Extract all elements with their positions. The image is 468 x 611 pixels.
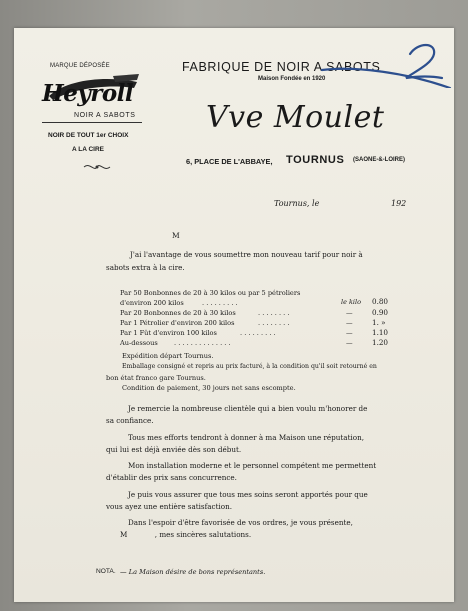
price-item-2-dots: . . . . . . . .: [258, 309, 290, 317]
price-item-1-dots: . . . . . . . . .: [202, 299, 238, 307]
brand-logo: Heyroll: [42, 80, 134, 107]
price-item-1-label: Par 50 Bonbonnes de 20 à 30 kilos ou par 5 pétroliers: [120, 289, 301, 297]
paragraph-2-line-1: Tous mes efforts tendront à donner à ma Maison une réputation,: [128, 433, 365, 442]
price-item-5-value: 1.20: [372, 338, 389, 347]
paragraph-4-line-2: vous ayez une entière satisfaction.: [106, 502, 233, 511]
quality-line-1: NOIR DE TOUT 1er CHOIX: [48, 132, 129, 139]
price-item-2-label: Par 20 Bonbonnes de 20 à 30 kilos: [120, 309, 236, 317]
price-item-3-value: 1. »: [372, 318, 386, 327]
condition-line-3: bon état franco gare Tournus.: [106, 374, 206, 382]
condition-line-4: Condition de paiement, 30 jours net sans escompte.: [122, 384, 296, 392]
paragraph-1-line-2: sa confiance.: [106, 416, 154, 425]
brand-subtitle: NOIR A SABOTS: [74, 112, 136, 119]
logo-rule: [42, 122, 142, 123]
letter-sheet: [14, 28, 454, 602]
price-item-2-value: 0.90: [372, 308, 389, 317]
proprietor-name: Vve Moulet: [206, 100, 385, 135]
condition-line-1: Expédition départ Tournus.: [122, 352, 214, 360]
paragraph-4-line-1: Je puis vous assurer que tous mes soins seront apportés pour que: [128, 490, 368, 499]
price-item-4-value: 1.10: [372, 328, 389, 337]
price-item-5-dots: . . . . . . . . . . . . . .: [174, 339, 231, 347]
paragraph-5-line-1: Dans l'espoir d'être favorisée de vos ordres, je vous présente,: [128, 518, 353, 527]
date-place: Tournus, le: [274, 199, 320, 208]
price-item-1-value: 0.80: [372, 297, 389, 306]
date-year: 192: [391, 199, 407, 208]
quality-line-2: A LA CIRE: [72, 146, 105, 153]
salutation: M: [172, 231, 180, 240]
condition-line-2: Emballage consigné et repris au prix facturé, à la condition qu'il soit retourné en: [122, 363, 377, 370]
paragraph-1-line-1: Je remercie la nombreuse clientèle qui a bien voulu m'honorer de: [128, 404, 368, 413]
price-item-2-dash: —: [346, 309, 353, 317]
intro-line-1: J'ai l'avantage de vous soumettre mon nouveau tarif pour noir à: [130, 250, 363, 259]
flourish-icon: [82, 162, 112, 172]
price-item-5-dash: —: [346, 339, 353, 347]
paragraph-5-line-2: M , mes sincères salutations.: [120, 530, 252, 539]
trademark-label: MARQUE DÉPOSÉE: [50, 63, 110, 69]
price-item-4-dots: . . . . . . . . .: [240, 329, 276, 337]
price-item-5-label: Au-dessous: [120, 339, 158, 347]
price-item-3-dash: —: [346, 319, 353, 327]
paragraph-3-line-2: d'établir des prix sans concurrence.: [106, 473, 237, 482]
intro-line-2: sabots extra à la cire.: [106, 263, 185, 272]
price-item-1-label2: d'environ 200 kilos: [120, 299, 184, 307]
nota-label: NOTA.: [96, 568, 116, 575]
company-name: FABRIQUE DE NOIR A SABOTS: [182, 60, 381, 74]
paragraph-2-line-2: qui lui est déjà enviée dès son début.: [106, 445, 242, 454]
nota-text: — La Maison désire de bons représentants.: [120, 568, 266, 576]
founded-line: Maison Fondée en 1920: [258, 76, 326, 82]
price-unit: le kilo: [341, 298, 362, 306]
pen-mark-icon: [314, 36, 454, 88]
price-item-3-label: Par 1 Pétrolier d'environ 200 kilos: [120, 319, 235, 327]
region-name: (SAONE-&-LOIRE): [353, 157, 405, 163]
city-name: TOURNUS: [286, 154, 345, 166]
paragraph-3-line-1: Mon installation moderne et le personnel compétent me permettent: [128, 461, 377, 470]
price-item-4-dash: —: [346, 329, 353, 337]
address-line: 6, PLACE DE L'ABBAYE,: [186, 157, 273, 166]
price-item-4-label: Par 1 Fût d'environ 100 kilos: [120, 329, 217, 337]
price-item-3-dots: . . . . . . . .: [258, 319, 290, 327]
